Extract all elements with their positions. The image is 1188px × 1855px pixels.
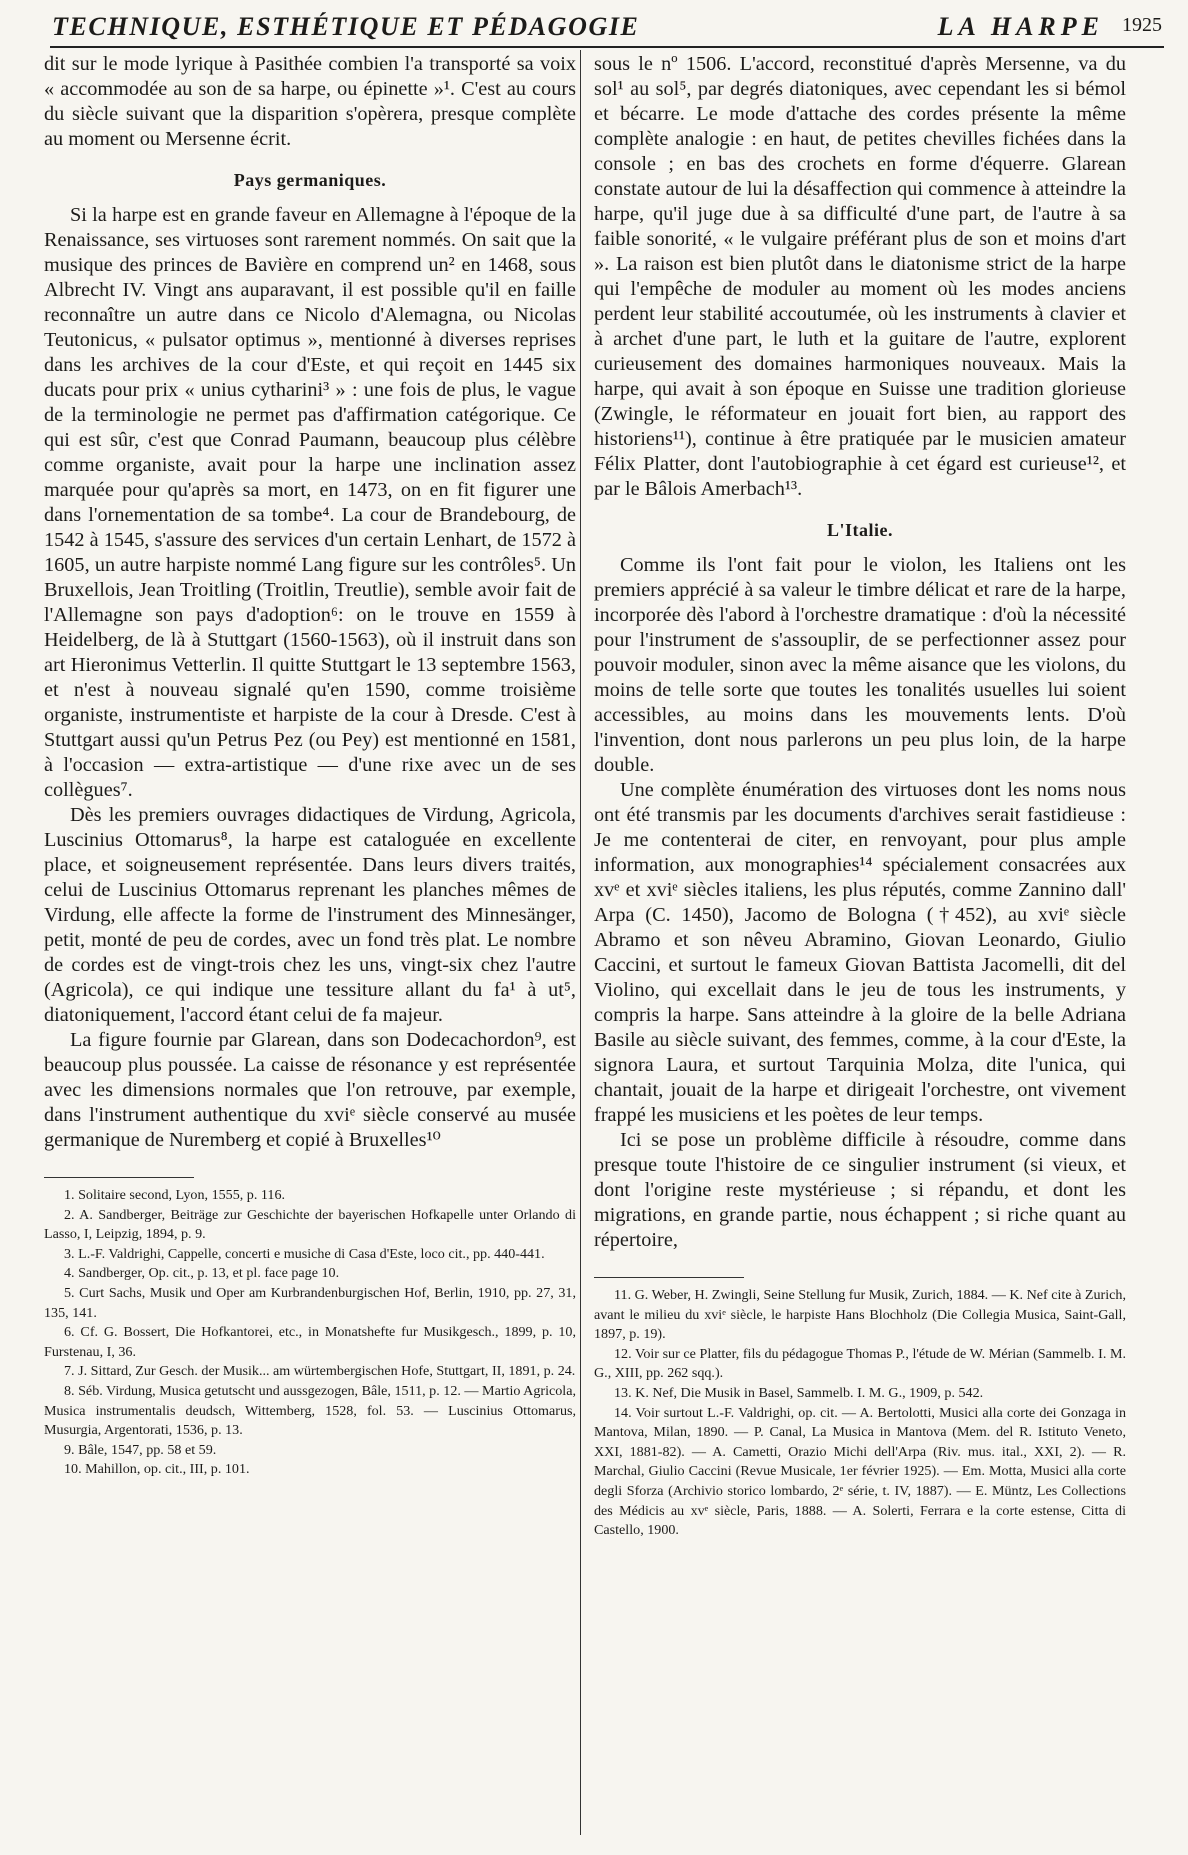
footnotes-right	[594, 1286, 1126, 1541]
footnote: 2. A. Sandberger, Beiträge zur Geschichte der bayerischen Hofkapelle unter Orlando di Lasso, I, Leipzig, 1894, p. 9.	[44, 1206, 576, 1243]
paragraph: sous le nº 1506. L'accord, reconstitué d'après Mersenne, va du sol¹ au sol⁵, par degrés diatoniques, avec cependant les si bémol et bécarre. Le mode d'attache des cordes présente la même complète analogie : en haut, de petites chevilles fichées dans la console ; en bas des crochets en forme d'équerre. Glarean constate autour de lui la désaffection qui commence à atteindre la harpe, qu'il juge due à sa difficulté d'une part, de l'autre à sa faible sonorité, « le vulgaire préférant plus de son et moins d'art ». La raison est bien plutôt dans le diatonisme strict de la harpe qui l'empêche de moduler au moment où les modes anciens perdent leur stabilité accoutumée, où les instruments à clavier et à archet d'une part, le luth et la guitare de l'autre, explorent curieusement des domaines harmoniques nouveaux. Mais la harpe, qui avait à son époque en Suisse une tradition glorieuse (Zwingle, le réformateur en jouait fort bien, au rapport des historiens¹¹), continue à être pratiquée par le musicien amateur Félix Platter, dont l'autobiographie à cet égard est curieuse¹², et par le Bâlois Amerbach¹³.	[594, 53, 1126, 500]
left-column	[44, 52, 576, 1480]
paragraph: Une complète énumération des virtuoses dont les noms nous ont été transmis par les documents d'archives serait fastidieuse : Je me contenterai de citer, en renvoyant, pour plus ample information, aux monographies¹⁴ spécialement consacrées aux xvᵉ et xviᵉ siècles italiens, les plus réputés, comme Zannino dall' Arpa (C. 1450), Jacomo de Bologna (†452), au xviᵉ siècle Abramo et son nêveu Abramino, Giovan Leonardo, Giulio Caccini, et surtout le fameux Giovan Battista Jacomelli, dit del Violino, qui excellait dans le jeu de tous les instruments, y compris la harpe. Sans atteindre à la gloire de la belle Adriana Basile au siècle suivant, des femmes, comme, à la cour d'Este, la signora Laura, et surtout Tarquinia Molza, dite l'unica, qui chantait, jouait de la harpe et dirigeait l'orchestre, ont vivement frappé les musiciens et les poètes de leur temps.	[594, 779, 1126, 1126]
footnote-rule	[44, 1177, 194, 1178]
footnote-rule	[594, 1277, 744, 1278]
running-title: TECHNIQUE, ESTHÉTIQUE ET PÉDAGOGIE	[52, 12, 640, 41]
right-column	[594, 52, 1126, 1541]
footnote: 12. Voir sur ce Platter, fils du pédagogue Thomas P., l'étude de W. Mérian (Sammelb. I. M. G., XIII, pp. 262 sqq.).	[594, 1345, 1126, 1382]
page-number: 1925	[1122, 14, 1162, 36]
footnote: 1. Solitaire second, Lyon, 1555, p. 116.	[64, 1187, 286, 1203]
paragraph: dit sur le mode lyrique à Pasithée combien l'a transporté sa voix « accommodée au son de sa harpe, ou épinette »¹. C'est au cours du siècle suivant que la disparition s'opèrera, presque complète au moment ou Mersenne écrit.	[44, 53, 576, 150]
running-header	[52, 8, 1162, 44]
footnote: 7. J. Sittard, Zur Gesch. der Musik... am würtembergischen Hofe, Stuttgart, II, 1891, p. 24.	[64, 1363, 576, 1380]
footnote: 10. Mahillon, op. cit., III, p. 101.	[64, 1461, 250, 1478]
footnote: 14. Voir surtout L.-F. Valdrighi, op. cit. — A. Bertolotti, Musici alla corte dei Gonzaga in Mantova, Milan, 1890. — P. Canal, La Musica in Mantova (Mem. del R. Istituto Veneto, XXI, 1881-82). — A. Cametti, Orazio Michi dell'Arpa (Riv. mus. ital., XXI, 2). — R. Marchal, Giulio Caccini (Revue Musicale, 1er février 1925). — Em. Motta, Musici alla corte degli Sforza (Archivio storico lombardo, 2ᵉ série, t. IV, 1887). — E. Müntz, Les Collections des Médicis au xvᵉ siècle, Paris, 1888. — A. Solerti, Ferrara e la corte estense, Citta di Castello, 1900.	[594, 1404, 1126, 1539]
section-heading-germany: Pays germaniques.	[233, 170, 387, 190]
header-rule	[50, 46, 1164, 48]
column-separator	[580, 50, 581, 1835]
section-title: LA HARPE	[937, 12, 1104, 41]
footnote: 8. Séb. Virdung, Musica getutscht und aussgezogen, Bâle, 1511, p. 12. — Martio Agricola, Musica instrumentalis deudsch, Wittemberg, 1528, fol. 53. — Luscinius Ottomarus, Musurgia, Argentorati, 1536, p. 13.	[44, 1382, 576, 1439]
footnotes-left	[44, 1186, 576, 1480]
paragraph: Ici se pose un problème difficile à résoudre, comme dans presque toute l'histoire de ce singulier instrument (si vieux, et dont l'origine reste mystérieuse ; si répandu, et dont les migrations, en grande partie, nous échappent ; si riche quant au répertoire,	[594, 1129, 1126, 1251]
footnote: 11. G. Weber, H. Zwingli, Seine Stellung fur Musik, Zurich, 1884. — K. Nef cite à Zurich, avant le milieu du xviᵉ siècle, le harpiste Hans Blochholz (Die Collegia Musica, Saint-Gall, 1897, p. 19).	[594, 1287, 1126, 1343]
section-heading-italy: L'Italie.	[827, 520, 893, 540]
footnote: 5. Curt Sachs, Musik und Oper am Kurbrandenburgischen Hof, Berlin, 1910, pp. 27, 31, 135, 141.	[44, 1284, 576, 1321]
footnote: 4. Sandberger, Op. cit., p. 13, et pl. face page 10.	[64, 1265, 340, 1282]
paragraph: Dès les premiers ouvrages didactiques de Virdung, Agricola, Luscinius Ottomarus⁸, la harpe est cataloguée en excellente place, et soigneusement représentée. Dans leurs divers traités, celui de Luscinius Ottomarus reprenant les planches mêmes de Virdung, elle affecte la forme de l'instrument des Minnesänger, petit, monté de peu de cordes, avec un fond très plat. Le nombre de cordes est de vingt-trois chez les uns, vingt-six chez l'autre (Agricola), ce qui indique une tessiture allant du fa¹ à ut⁵, diatoniquement, l'accord étant celui de fa majeur.	[44, 804, 576, 1026]
paragraph: Si la harpe est en grande faveur en Allemagne à l'époque de la Renaissance, ses virtuoses sont rarement nommés. On sait que la musique des princes de Bavière en comprend un² en 1468, sous Albrecht IV. Vingt ans auparavant, il est possible qu'il en faille reconnaître un autre dans ce Nicolo d'Alemagna, ou Nicolas Teutonicus, « pulsator optimus », mentionné à diverses reprises dans les archives de la cour d'Este, et qui reçoit en 1445 six ducats pour prix « unius cytharini³ » : une fois de plus, le vague de la terminologie ne permet pas d'affirmation catégorique. Ce qui est sûr, c'est que Conrad Paumann, beaucoup plus célèbre comme organiste, avait pour la harpe une inclination assez marquée pour qu'après sa mort, en 1473, on en fit figurer une dans l'ornementation de sa tombe⁴. La cour de Brandebourg, de 1542 à 1545, s'assure des services d'un certain Lenhart, de 1572 à 1605, un autre harpiste nommé Lang figure sur les contrôles⁵. Un Bruxellois, Jean Troitling (Troitlin, Treutlie), semble avoir fait de l'Allemagne son pays d'adoption⁶: on le trouve en 1559 à Heidelberg, de là à Stuttgart (1560-1563), où il instruit dans son art Hieronimus Vetterlin. Il quitte Stuttgart le 13 septembre 1563, et n'est à nouveau signalé qu'en 1590, comme troisième organiste, instrumentiste et harpiste de la cour à Dresde. C'est à Stuttgart aussi qu'un Petrus Pez (ou Pey) est mentionné en 1581, à l'occasion — extra-artistique — d'une rixe avec un de ses collègues⁷.	[44, 204, 576, 801]
footnote: 9. Bâle, 1547, pp. 58 et 59.	[64, 1441, 217, 1458]
footnote: 13. K. Nef, Die Musik in Basel, Sammelb. I. M. G., 1909, p. 542.	[614, 1384, 984, 1401]
footnote: 6. Cf. G. Bossert, Die Hofkantorei, etc., in Monatshefte fur Musikgesch., 1899, p. 10, Furstenau, I, 36.	[44, 1324, 576, 1360]
paragraph: Comme ils l'ont fait pour le violon, les Italiens ont les premiers apprécié à sa valeur le timbre délicat et rare de la harpe, incorporée dès l'abord à l'orchestre dramatique : d'où la nécessité pour l'instrument de s'assouplir, de se perfectionner assez pour pouvoir moduler, sinon avec la même aisance que les violons, du moins de telle sorte que toutes les tonalités usuelles lui soient accessibles, au moins dans les mouvements lents. D'où l'invention, dont nous parlerons un peu plus loin, de la harpe double.	[594, 554, 1126, 776]
paragraph: La figure fournie par Glarean, dans son Dodecachordon⁹, est beaucoup plus poussée. La caisse de résonance y est représentée avec les dimensions normales que l'on retrouve, par exemple, dans l'instrument authentique du xviᵉ siècle conservé au musée germanique de Nuremberg et copié à Bruxelles¹⁰	[44, 1029, 576, 1151]
footnote: 3. L.-F. Valdrighi, Cappelle, concerti e musiche di Casa d'Este, loco cit., pp. 440-441.	[64, 1245, 545, 1262]
